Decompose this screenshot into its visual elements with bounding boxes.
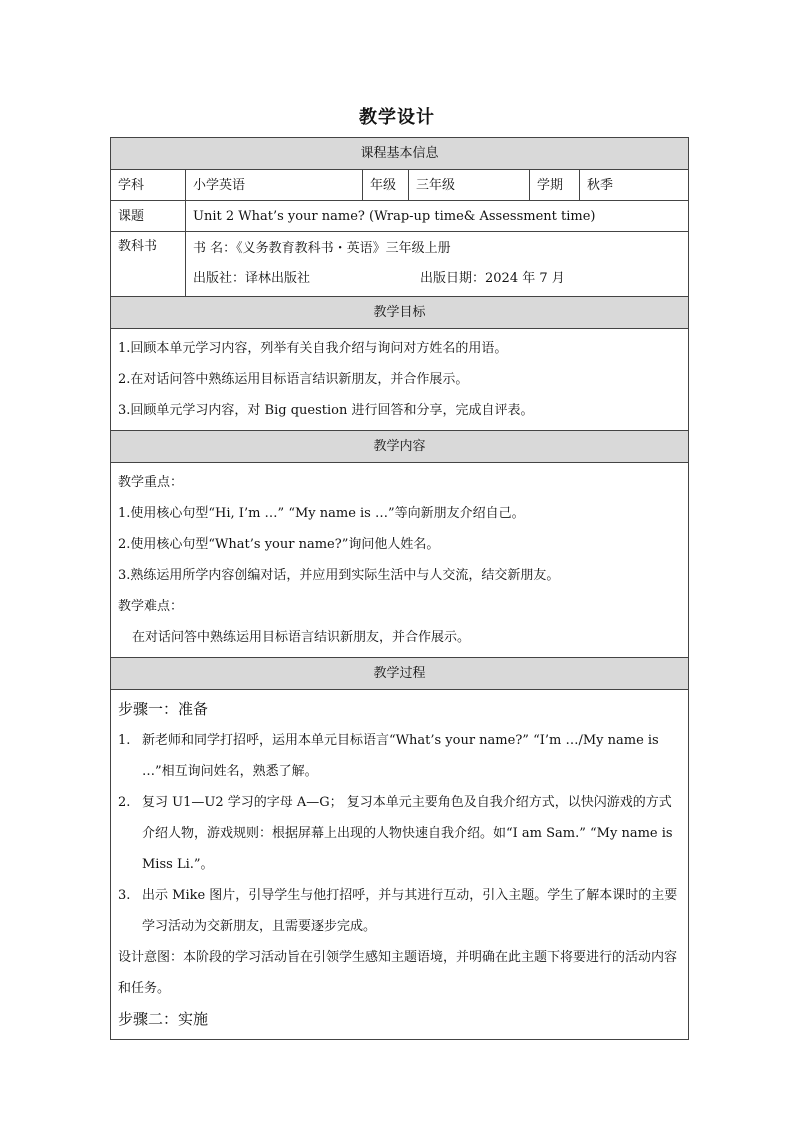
step1-title: 步骤一：准备 bbox=[118, 700, 209, 718]
objective-item: 3.回顾单元学习内容，对 Big question 进行回答和分享，完成自评表。 bbox=[118, 403, 534, 418]
step1-item-number: 2. bbox=[118, 795, 131, 810]
step1-item-text: 新老师和同学打招呼，运用本单元目标语言“What’s your name?” “I’m …/My name is …”相互询问姓名，熟悉了解。 bbox=[142, 733, 659, 779]
term-value: 秋季 bbox=[580, 170, 689, 201]
textbook-label: 教科书 bbox=[111, 232, 186, 297]
step1-item bbox=[118, 725, 681, 787]
publish-date: 出版日期：2024 年 7 月 bbox=[420, 271, 565, 286]
section-header-basic-info: 课程基本信息 bbox=[111, 138, 689, 170]
topic-label: 课题 bbox=[111, 201, 186, 232]
key-points-title: 教学重点： bbox=[118, 475, 184, 490]
objective-item: 1.回顾本单元学习内容，列举有关自我介绍与询问对方姓名的用语。 bbox=[118, 341, 508, 356]
objective-item: 2.在对话问答中熟练运用目标语言结识新朋友，并合作展示。 bbox=[118, 372, 469, 387]
section-header-process: 教学过程 bbox=[111, 658, 689, 690]
step1-item bbox=[118, 880, 681, 942]
key-point-item: 3.熟练运用所学内容创编对话，并应用到实际生活中与人交流，结交新朋友。 bbox=[118, 568, 560, 583]
book-name: 书 名：《义务教育教科书・英语》三年级上册 bbox=[193, 241, 451, 256]
key-point-item: 2.使用核心句型“What’s your name?”询问他人姓名。 bbox=[118, 537, 440, 552]
document-title: 教学设计 bbox=[359, 107, 435, 128]
step1-item-number: 1. bbox=[118, 733, 131, 748]
step1-item-number: 3. bbox=[118, 888, 131, 903]
step1-item bbox=[118, 787, 681, 880]
step1-item-text: 出示 Mike 图片，引导学生与他打招呼，并与其进行互动，引入主题。学生了解本课时的主要学习活动为交新朋友，且需要逐步完成。 bbox=[142, 888, 678, 934]
step2-title: 步骤二：实施 bbox=[118, 1010, 209, 1028]
publisher-line bbox=[193, 264, 681, 294]
topic-value: Unit 2 What’s your name? (Wrap-up time& Assessment time) bbox=[186, 201, 689, 232]
content-body bbox=[111, 463, 689, 658]
publisher: 出版社：译林出版社 bbox=[193, 271, 311, 286]
subject-value: 小学英语 bbox=[186, 170, 363, 201]
lesson-plan-table bbox=[110, 137, 689, 1040]
difficulty-title: 教学难点： bbox=[118, 599, 184, 614]
objectives-list bbox=[111, 329, 689, 431]
section-header-content: 教学内容 bbox=[111, 431, 689, 463]
difficulty-text: 在对话问答中熟练运用目标语言结识新朋友，并合作展示。 bbox=[132, 630, 471, 645]
section-header-objectives: 教学目标 bbox=[111, 297, 689, 329]
subject-label: 学科 bbox=[111, 170, 186, 201]
grade-value: 三年级 bbox=[409, 170, 530, 201]
step1-item-text: 复习 U1—U2 学习的字母 A—G； 复习本单元主要角色及自我介绍方式，以快闪游戏的方式介绍人物，游戏规则：根据屏幕上出现的人物快速自我介绍。如“I am Sam.” “My name is Miss Li.”。 bbox=[142, 795, 673, 872]
design-intent: 设计意图：本阶段的学习活动旨在引领学生感知主题语境，并明确在此主题下将要进行的活动内容和任务。 bbox=[118, 950, 678, 996]
key-point-item: 1.使用核心句型“Hi, I’m …” “My name is …”等向新朋友介绍自己。 bbox=[118, 506, 525, 521]
term-label: 学期 bbox=[530, 170, 580, 201]
process-body bbox=[111, 690, 689, 1040]
grade-label: 年级 bbox=[363, 170, 409, 201]
